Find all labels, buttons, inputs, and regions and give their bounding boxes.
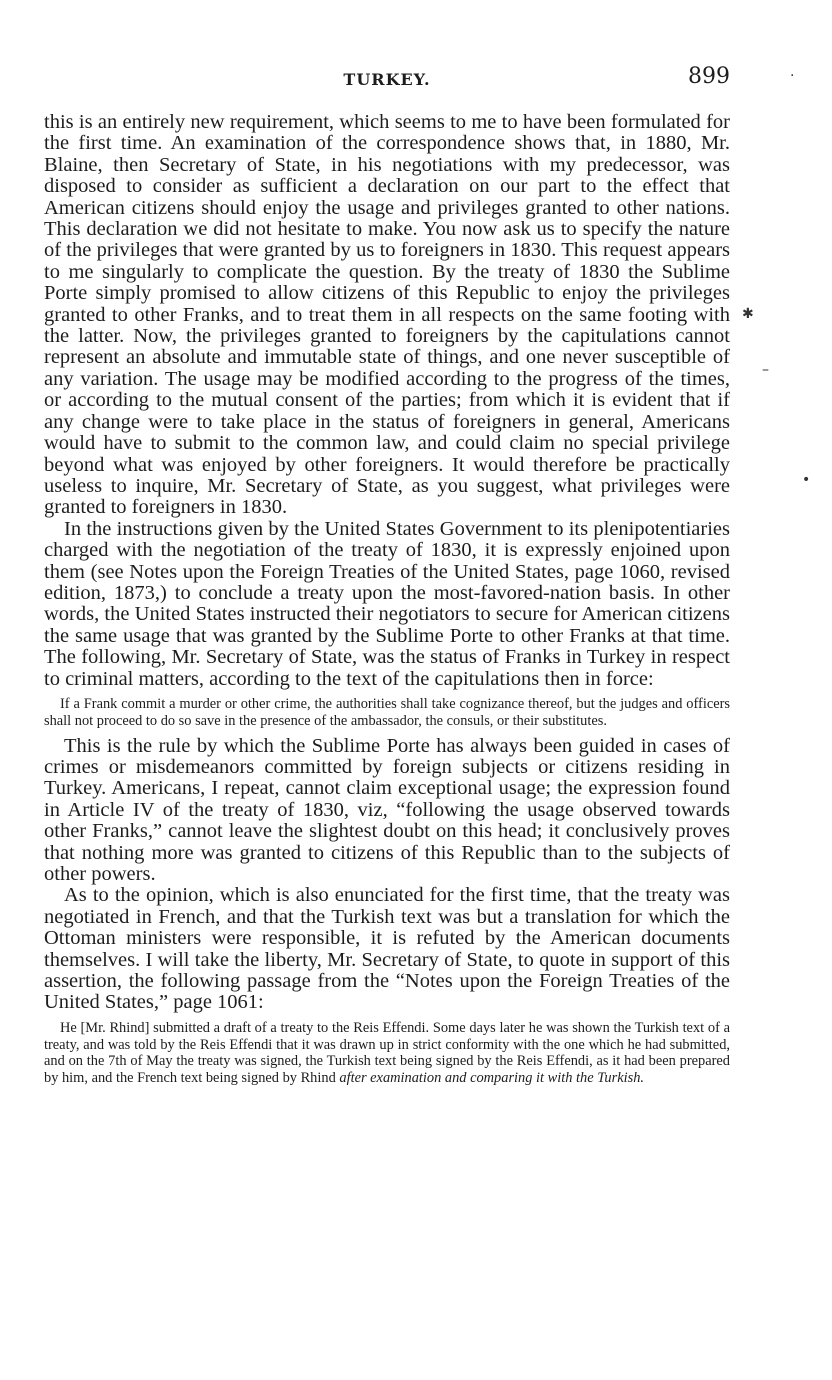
margin-dot: •: [802, 472, 811, 488]
page-number: 899: [688, 64, 730, 89]
margin-star-icon: ✱: [742, 306, 754, 322]
paragraph-3: This is the rule by which the Sublime Porte has always been guided in cases of crimes or misdemeanors committed by foreign subjects or citizens residing in Turkey. Americans, I repeat, cannot claim exceptional usage; the expression found in Article IV of the treaty of 1830, viz, “following the usage observed towards other Franks,” cannot leave the slightest doubt on this head; it conclusively proves that nothing more was granted to citizens of this Republic than to the subjects of other powers.: [44, 734, 730, 885]
body-text: [44, 112, 730, 1093]
paragraph-4: As to the opinion, which is also enunciated for the first time, that the treaty was negotiated in French, and that the Turkish text was but a translation for which the Ottoman ministers were responsible, it is refuted by the American documents themselves. I will take the liberty, Mr. Secretary of State, to quote in support of this assertion, the following passage from the “Notes upon the Foreign Treaties of the United States,” page 1061:: [44, 884, 730, 1014]
block-quote-2-text: He [Mr. Rhind] submitted a draft of a treaty to the Reis Effendi. Some days later he was shown the Turkish text of a treaty, and was told by the Reis Effendi that it was drawn up in strict conformity with the one which he had submitted, and on the 7th of May the treaty was signed, the Turkish text being signed by the Reis Effendi, as it had been prepared by him, and the French text being signed by Rhind: [44, 1019, 730, 1087]
block-quote-2: [44, 1020, 730, 1087]
paragraph-2: In the instructions given by the United States Government to its plenipotentiaries charged with the negotiation of the treaty of 1830, it is expressly enjoined upon them (see Notes upon the Foreign Treaties of the United States, page 1060, revised edition, 1873,) to conclude a treaty upon the most-favored-nation basis. In other words, the United States instructed their negotiators to secure for American citizens the same usage that was granted by the Sublime Porte to other Franks at that time. The following, Mr. Secretary of State, was the status of Franks in Turkey in respect to criminal matters, according to the text of the capitulations then in force:: [44, 517, 730, 690]
block-quote-1: If a Frank commit a murder or other crime, the authorities shall take cognizance thereof, but the judges and officers shall not proceed to do so save in the presence of the ambassador, the consuls, or their substitutes.: [44, 695, 730, 729]
margin-mark: ·: [790, 68, 795, 84]
page-header: [44, 64, 730, 96]
margin-dash: –: [762, 362, 769, 378]
paragraph-1: this is an entirely new requirement, which seems to me to have been formulated for the first time. An examination of the correspondence shows that, in 1880, Mr. Blaine, then Secretary of State, in his negotiations with my predecessor, was disposed to consider as sufficient a declaration on our part to the effect that American citizens should enjoy the usage and privileges granted to other nations. This declaration we did not hesitate to make. You now ask us to specify the nature of the privileges that were granted by us to foreigners in 1830. This request appears to me singularly to complicate the question. By the treaty of 1830 the Sublime Porte simply promised to allow citizens of this Republic to enjoy the privileges granted to other Franks, and to treat them in all respects on the same footing with the latter. Now, the privileges granted to foreigners by the capitulations cannot represent an absolute and immutable state of things, and one never susceptible of any variation. The usage may be modified according to the progress of the times, or according to the mutual consent of the parties; from which it is evident that if any change were to take place in the status of foreigners in general, Americans would have to submit to the common law, and could claim no special privilege beyond what was enjoyed by other foreigners. It would therefore be practically useless to inquire, Mr. Secretary of State, as you suggest, what privileges were granted to foreigners in 1830.: [44, 111, 730, 519]
running-head: TURKEY.: [343, 70, 431, 89]
block-quote-2-italic: after examination and comparing it with the Turkish.: [339, 1070, 644, 1087]
